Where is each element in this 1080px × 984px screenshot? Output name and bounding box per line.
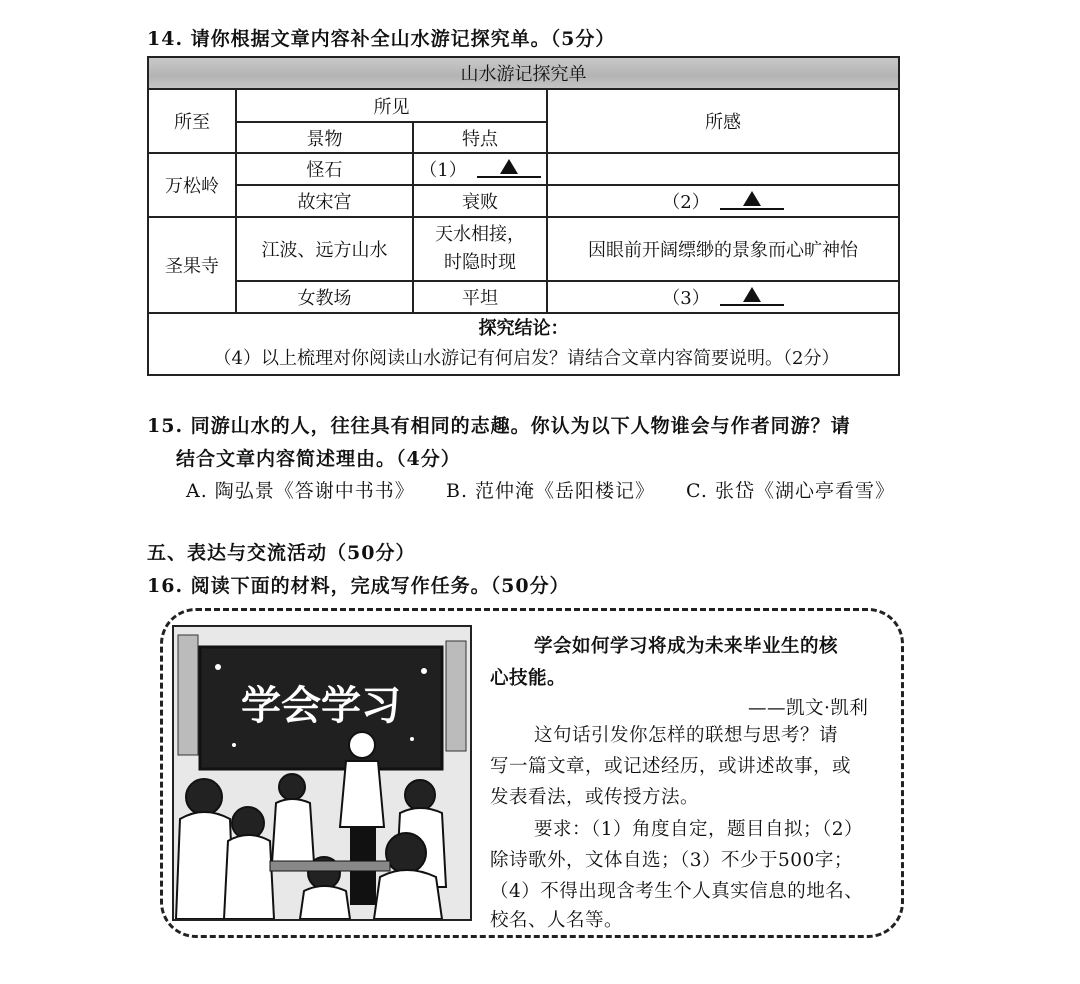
answer-blank-1[interactable] — [477, 158, 541, 178]
header-scenery: 景物 — [236, 122, 413, 153]
feeling-cell-empty — [547, 153, 899, 185]
blank-1-label: （1） — [419, 160, 467, 181]
header-place: 所至 — [148, 89, 236, 153]
task-line-4: 要求：（1）角度自定，题目自拟；（2） — [534, 819, 864, 840]
table-title: 山水游记探究单 — [148, 57, 899, 89]
feature-cell — [413, 217, 547, 281]
conclusion-cell — [148, 313, 899, 375]
blank-2-cell — [547, 185, 899, 217]
task-line-1: 这句话引发你怎样的联想与思考？请 — [534, 725, 839, 746]
option-c: C. 张岱《湖心亭看雪》 — [686, 480, 895, 502]
blank-1-cell — [413, 153, 547, 185]
blank-3-label: （3） — [662, 288, 710, 309]
quote-attribution: ——凯文·凯利 — [748, 698, 869, 719]
feeling-cell: 因眼前开阔缥缈的景象而心旷神怡 — [547, 217, 899, 281]
header-feeling: 所感 — [547, 89, 899, 153]
question-14-prompt: 14. 请你根据文章内容补全山水游记探究单。（5分） — [147, 28, 616, 50]
conclusion-question: （4）以上梳理对你阅读山水游记有何启发？请结合文章内容简要说明。（2分） — [213, 348, 840, 369]
feature-line-2: 时隐时现 — [444, 252, 516, 273]
feature-cell: 衰败 — [413, 185, 547, 217]
scenery-cell: 故宋宫 — [236, 185, 413, 217]
task-line-7: 校名、人名等。 — [490, 910, 624, 931]
header-seen: 所见 — [236, 89, 547, 122]
section-5-title: 五、表达与交流活动（50分） — [147, 542, 416, 564]
option-b: B. 范仲淹《岳阳楼记》 — [446, 480, 656, 502]
option-a: A. 陶弘景《答谢中书书》 — [186, 480, 415, 502]
feature-cell: 平坦 — [413, 281, 547, 313]
classroom-scene-icon — [174, 627, 470, 919]
classroom-illustration — [172, 625, 472, 921]
inquiry-table — [147, 56, 900, 376]
conclusion-label: 探究结论： — [478, 318, 569, 339]
quote-line-2: 心技能。 — [490, 668, 567, 689]
blank-3-cell — [547, 281, 899, 313]
answer-blank-2[interactable] — [720, 190, 784, 210]
answer-blank-3[interactable] — [720, 286, 784, 306]
quote-line-1: 学会如何学习将成为未来毕业生的核 — [534, 636, 839, 657]
task-line-3: 发表看法，或传授方法。 — [490, 787, 700, 808]
task-line-2: 写一篇文章，或记述经历，或讲述故事，或 — [490, 756, 852, 777]
question-15-line-1: 15. 同游山水的人，往往具有相同的志趣。你认为以下人物谁会与作者同游？请 — [147, 415, 851, 437]
scenery-cell: 江波、远方山水 — [236, 217, 413, 281]
question-16-prompt: 16. 阅读下面的材料，完成写作任务。（50分） — [147, 575, 570, 597]
header-feature: 特点 — [413, 122, 547, 153]
place-wansongling: 万松岭 — [148, 153, 236, 217]
task-line-6: （4）不得出现含考生个人真实信息的地名、 — [490, 881, 864, 902]
place-shengguosi: 圣果寺 — [148, 217, 236, 313]
task-line-5: 除诗歌外，文体自选；（3）不少于500字； — [490, 850, 853, 871]
blank-2-label: （2） — [662, 192, 710, 213]
scenery-cell: 女教场 — [236, 281, 413, 313]
blackboard-text: 学会学习 — [241, 683, 401, 729]
feature-line-1: 天水相接， — [435, 224, 525, 245]
question-15-line-2: 结合文章内容简述理由。（4分） — [176, 448, 461, 470]
scenery-cell: 怪石 — [236, 153, 413, 185]
